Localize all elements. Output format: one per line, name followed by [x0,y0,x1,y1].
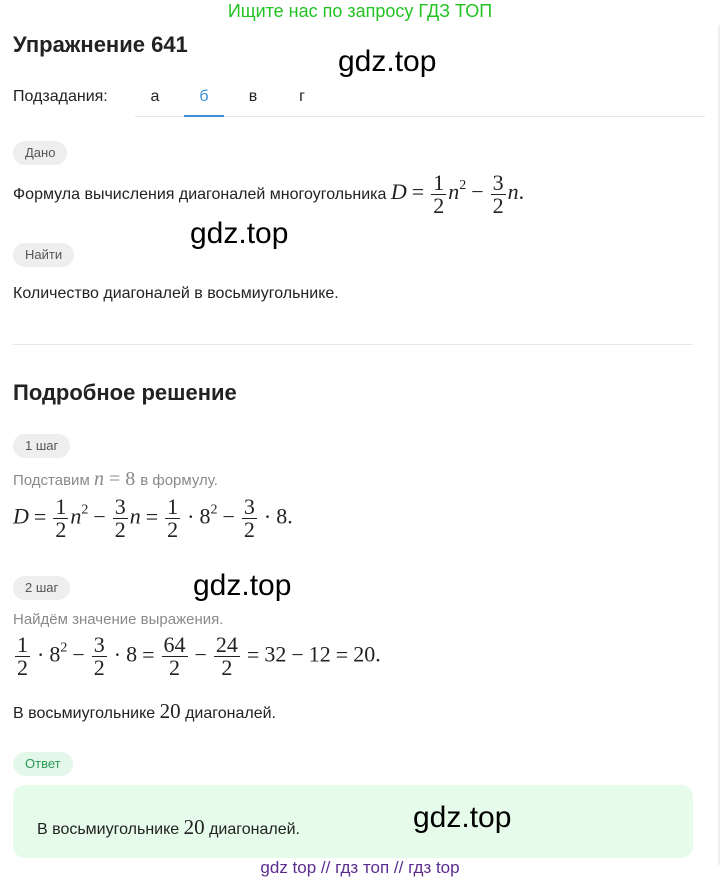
footer-links[interactable]: gdz top // гдз топ // гдз top [260,858,460,877]
step1-hint-math: n [93,468,104,490]
step1-hint-after: в формулу. [140,472,218,489]
subtasks-bar [13,84,693,116]
step2-conclusion [13,699,276,724]
given-formula: D = $\frac{1}{2}$ $n^2$ − $\frac{3}{2}$ n. [390,170,525,218]
find-badge: Найти [13,243,74,267]
step2-conclusion-number: 20 [159,699,181,723]
step1-hint: Подставим n = 8 в формулу. [13,468,218,490]
subtasks-tabs [135,84,705,117]
find-text: Количество диагоналей в восьмиугольнике. [13,285,339,302]
watermark: gdz.top [413,801,512,834]
step1-badge: 1 шаг [13,434,70,458]
watermark: gdz.top [193,569,292,602]
answer-text-before: В восьмиугольнике [37,821,180,838]
step1-hint-before: Подставим [13,472,90,489]
step2-equation: $\frac{1}{2}$ · $8^2$ − $\frac{3}{2}$ · 8 = $\frac{64}{2}$ − $\frac{24}{2}$ = 32 − 12 = 20. [17,632,381,680]
subtask-tab-a[interactable]: а [150,88,160,105]
answer-text [37,815,300,840]
step2-hint: Найдём значение выражения. [13,611,224,628]
answer-text-after: диагоналей. [209,821,300,838]
step2-badge: 2 шаг [13,576,70,600]
solution-title: Подробное решение [13,380,237,405]
subtasks-label: Подзадания: [13,88,108,105]
answer-badge: Ответ [13,752,73,776]
given-text: Формула вычисления диагоналей многоугольника [13,186,387,203]
subtask-tab-g[interactable]: г [299,88,305,105]
step2-conclusion-after: диагоналей. [185,705,276,722]
answer-number: 20 [183,815,205,839]
step1-equation: D = $\frac{1}{2}$ $n^2$ − $\frac{3}{2}$ n = $\frac{1}{2}$ · $8^2$ − $\frac{3}{2}$ · 8. [13,494,293,542]
watermark: gdz.top [190,217,289,250]
given-line [13,172,524,217]
step2-conclusion-before: В восьмиугольнике [13,705,156,722]
answer-box [13,785,693,858]
subtask-tab-v[interactable]: в [248,88,258,105]
watermark: gdz.top [338,45,437,78]
subtask-tab-b[interactable]: б [184,88,224,117]
given-badge: Дано [13,141,67,165]
section-divider [13,344,693,345]
top-banner: Ищите нас по запросу ГДЗ ТОП [227,1,493,21]
page-title: Упражнение 641 [13,32,188,57]
